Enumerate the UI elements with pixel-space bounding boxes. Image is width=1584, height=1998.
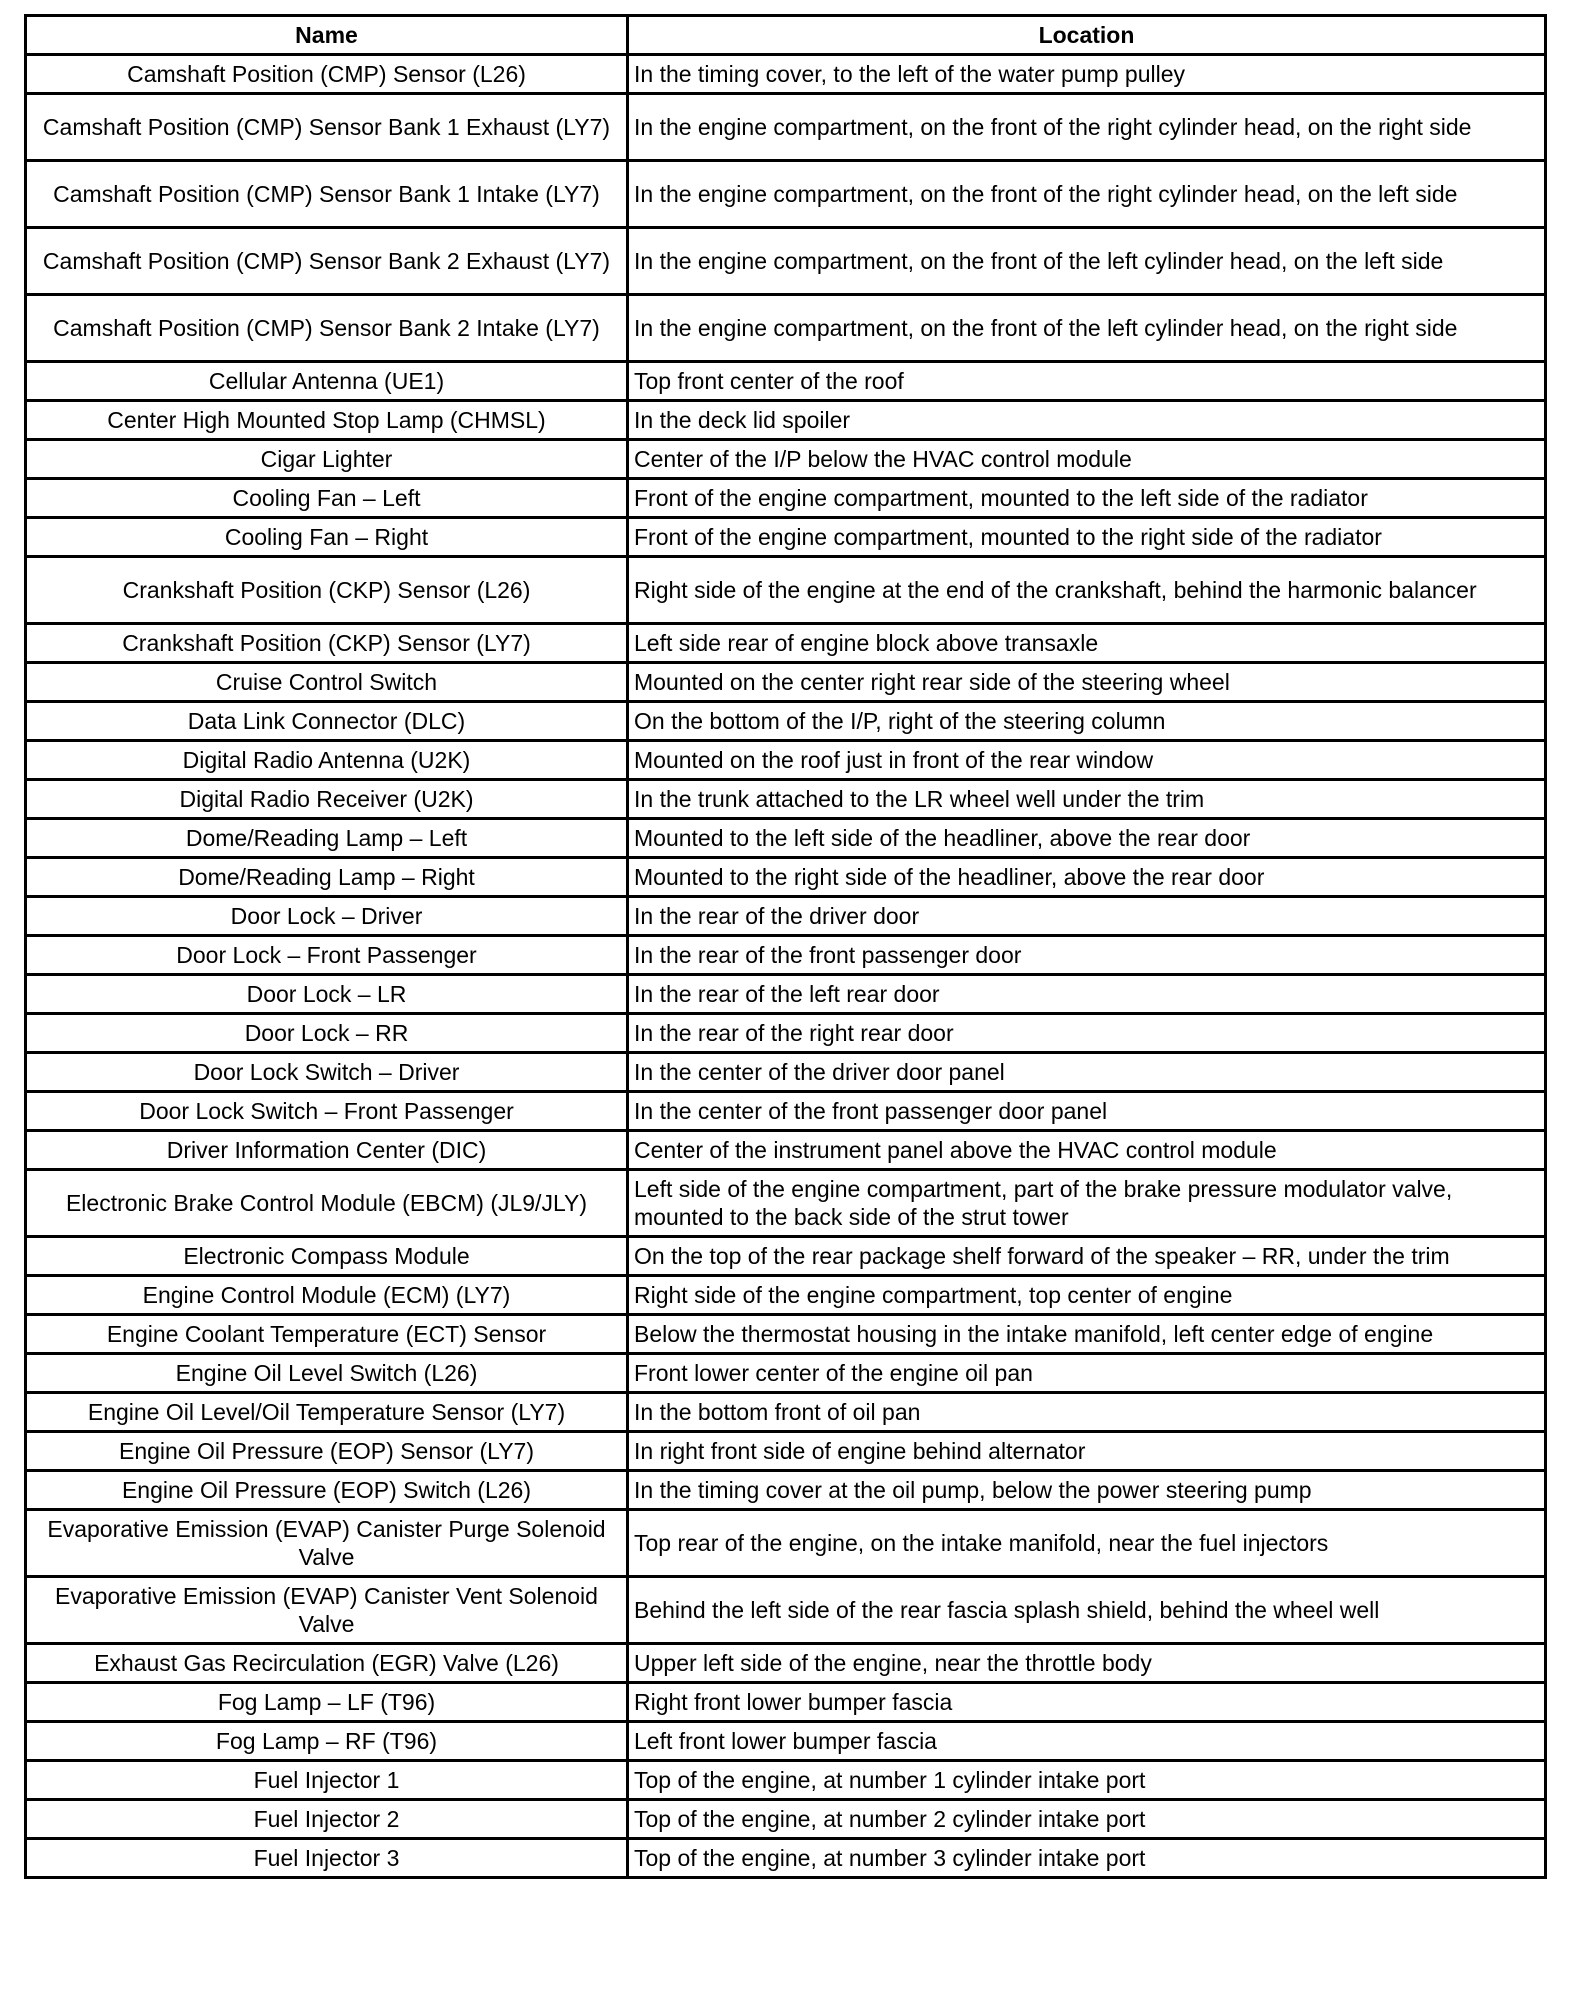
component-location-cell: Top front center of the roof xyxy=(628,362,1546,401)
table-row xyxy=(26,702,1546,741)
component-name-cell: Cigar Lighter xyxy=(26,440,628,479)
table-row xyxy=(26,1237,1546,1276)
component-location-cell: In right front side of engine behind alternator xyxy=(628,1432,1546,1471)
component-location-cell: In the engine compartment, on the front of the left cylinder head, on the left side xyxy=(628,228,1546,295)
component-name-cell: Door Lock Switch – Driver xyxy=(26,1053,628,1092)
table-row xyxy=(26,1170,1546,1237)
table-row xyxy=(26,55,1546,94)
component-location-cell: Front of the engine compartment, mounted to the right side of the radiator xyxy=(628,518,1546,557)
component-name-cell: Fuel Injector 3 xyxy=(26,1839,628,1878)
component-name-cell: Camshaft Position (CMP) Sensor Bank 2 Intake (LY7) xyxy=(26,295,628,362)
table-row xyxy=(26,228,1546,295)
component-name-cell: Fuel Injector 2 xyxy=(26,1800,628,1839)
component-name-cell: Crankshaft Position (CKP) Sensor (LY7) xyxy=(26,624,628,663)
component-location-cell: Right front lower bumper fascia xyxy=(628,1683,1546,1722)
component-name-cell: Digital Radio Antenna (U2K) xyxy=(26,741,628,780)
table-row xyxy=(26,1276,1546,1315)
table-row xyxy=(26,819,1546,858)
column-header-name: Name xyxy=(26,16,628,55)
table-row xyxy=(26,1800,1546,1839)
component-location-cell: In the engine compartment, on the front of the left cylinder head, on the right side xyxy=(628,295,1546,362)
component-location-cell: In the rear of the front passenger door xyxy=(628,936,1546,975)
component-name-cell: Engine Coolant Temperature (ECT) Sensor xyxy=(26,1315,628,1354)
component-location-cell: In the timing cover, to the left of the water pump pulley xyxy=(628,55,1546,94)
component-name-cell: Door Lock – RR xyxy=(26,1014,628,1053)
table-row xyxy=(26,1510,1546,1577)
column-header-location: Location xyxy=(628,16,1546,55)
table-row xyxy=(26,1092,1546,1131)
component-location-cell: Left side rear of engine block above transaxle xyxy=(628,624,1546,663)
component-name-cell: Camshaft Position (CMP) Sensor (L26) xyxy=(26,55,628,94)
component-name-cell: Camshaft Position (CMP) Sensor Bank 1 Intake (LY7) xyxy=(26,161,628,228)
component-name-cell: Driver Information Center (DIC) xyxy=(26,1131,628,1170)
component-name-cell: Engine Control Module (ECM) (LY7) xyxy=(26,1276,628,1315)
component-location-cell: In the engine compartment, on the front of the right cylinder head, on the left side xyxy=(628,161,1546,228)
component-location-cell: On the top of the rear package shelf forward of the speaker – RR, under the trim xyxy=(628,1237,1546,1276)
component-location-cell: Top of the engine, at number 2 cylinder intake port xyxy=(628,1800,1546,1839)
table-row xyxy=(26,1014,1546,1053)
component-location-cell: In the trunk attached to the LR wheel well under the trim xyxy=(628,780,1546,819)
table-row xyxy=(26,897,1546,936)
component-location-cell: On the bottom of the I/P, right of the steering column xyxy=(628,702,1546,741)
component-location-cell: Upper left side of the engine, near the throttle body xyxy=(628,1644,1546,1683)
component-name-cell: Engine Oil Level Switch (L26) xyxy=(26,1354,628,1393)
component-name-cell: Digital Radio Receiver (U2K) xyxy=(26,780,628,819)
component-name-cell: Door Lock – Front Passenger xyxy=(26,936,628,975)
component-location-cell: Right side of the engine compartment, top center of engine xyxy=(628,1276,1546,1315)
table-row xyxy=(26,518,1546,557)
component-name-cell: Camshaft Position (CMP) Sensor Bank 1 Exhaust (LY7) xyxy=(26,94,628,161)
component-name-cell: Center High Mounted Stop Lamp (CHMSL) xyxy=(26,401,628,440)
table-row xyxy=(26,1577,1546,1644)
component-name-cell: Cruise Control Switch xyxy=(26,663,628,702)
table-row xyxy=(26,1432,1546,1471)
header-row xyxy=(26,16,1546,55)
table-row xyxy=(26,401,1546,440)
component-name-cell: Data Link Connector (DLC) xyxy=(26,702,628,741)
table-row xyxy=(26,1471,1546,1510)
table-row xyxy=(26,1722,1546,1761)
component-name-cell: Door Lock – LR xyxy=(26,975,628,1014)
component-name-cell: Evaporative Emission (EVAP) Canister Vent Solenoid Valve xyxy=(26,1577,628,1644)
component-location-cell: Center of the instrument panel above the HVAC control module xyxy=(628,1131,1546,1170)
component-location-cell: Below the thermostat housing in the intake manifold, left center edge of engine xyxy=(628,1315,1546,1354)
component-location-cell: Left side of the engine compartment, part of the brake pressure modulator valve, mounted to the back side of the strut tower xyxy=(628,1170,1546,1237)
component-location-table xyxy=(24,14,1547,1879)
component-name-cell: Exhaust Gas Recirculation (EGR) Valve (L26) xyxy=(26,1644,628,1683)
component-location-cell: In the center of the front passenger door panel xyxy=(628,1092,1546,1131)
component-name-cell: Fuel Injector 1 xyxy=(26,1761,628,1800)
component-locator-sheet xyxy=(24,14,1544,1879)
component-location-cell: Front of the engine compartment, mounted to the left side of the radiator xyxy=(628,479,1546,518)
component-name-cell: Dome/Reading Lamp – Left xyxy=(26,819,628,858)
component-location-cell: In the rear of the right rear door xyxy=(628,1014,1546,1053)
component-location-cell: Top of the engine, at number 1 cylinder intake port xyxy=(628,1761,1546,1800)
table-row xyxy=(26,975,1546,1014)
component-location-cell: Top of the engine, at number 3 cylinder intake port xyxy=(628,1839,1546,1878)
table-row xyxy=(26,1393,1546,1432)
component-location-cell: In the rear of the left rear door xyxy=(628,975,1546,1014)
table-row xyxy=(26,1644,1546,1683)
component-location-cell: Mounted on the center right rear side of the steering wheel xyxy=(628,663,1546,702)
table-row xyxy=(26,295,1546,362)
table-row xyxy=(26,1683,1546,1722)
component-name-cell: Cooling Fan – Right xyxy=(26,518,628,557)
table-row xyxy=(26,557,1546,624)
table-row xyxy=(26,1315,1546,1354)
component-location-cell: In the bottom front of oil pan xyxy=(628,1393,1546,1432)
table-row xyxy=(26,1354,1546,1393)
table-row xyxy=(26,780,1546,819)
component-location-cell: Right side of the engine at the end of the crankshaft, behind the harmonic balancer xyxy=(628,557,1546,624)
table-row xyxy=(26,161,1546,228)
component-name-cell: Electronic Compass Module xyxy=(26,1237,628,1276)
table-row xyxy=(26,94,1546,161)
component-name-cell: Crankshaft Position (CKP) Sensor (L26) xyxy=(26,557,628,624)
table-body xyxy=(26,55,1546,1878)
table-row xyxy=(26,362,1546,401)
table-row xyxy=(26,440,1546,479)
component-name-cell: Camshaft Position (CMP) Sensor Bank 2 Exhaust (LY7) xyxy=(26,228,628,295)
component-location-cell: In the timing cover at the oil pump, below the power steering pump xyxy=(628,1471,1546,1510)
table-row xyxy=(26,624,1546,663)
table-row xyxy=(26,858,1546,897)
component-location-cell: Left front lower bumper fascia xyxy=(628,1722,1546,1761)
component-name-cell: Fog Lamp – LF (T96) xyxy=(26,1683,628,1722)
table-row xyxy=(26,1131,1546,1170)
component-name-cell: Engine Oil Level/Oil Temperature Sensor (LY7) xyxy=(26,1393,628,1432)
component-name-cell: Dome/Reading Lamp – Right xyxy=(26,858,628,897)
component-name-cell: Cellular Antenna (UE1) xyxy=(26,362,628,401)
component-name-cell: Door Lock Switch – Front Passenger xyxy=(26,1092,628,1131)
component-name-cell: Fog Lamp – RF (T96) xyxy=(26,1722,628,1761)
table-row xyxy=(26,741,1546,780)
component-name-cell: Cooling Fan – Left xyxy=(26,479,628,518)
component-location-cell: Mounted to the left side of the headliner, above the rear door xyxy=(628,819,1546,858)
component-location-cell: In the deck lid spoiler xyxy=(628,401,1546,440)
component-location-cell: Center of the I/P below the HVAC control module xyxy=(628,440,1546,479)
component-location-cell: In the center of the driver door panel xyxy=(628,1053,1546,1092)
component-location-cell: Top rear of the engine, on the intake manifold, near the fuel injectors xyxy=(628,1510,1546,1577)
component-location-cell: In the engine compartment, on the front of the right cylinder head, on the right side xyxy=(628,94,1546,161)
component-location-cell: In the rear of the driver door xyxy=(628,897,1546,936)
table-header xyxy=(26,16,1546,55)
table-row xyxy=(26,936,1546,975)
component-name-cell: Engine Oil Pressure (EOP) Switch (L26) xyxy=(26,1471,628,1510)
component-location-cell: Mounted on the roof just in front of the rear window xyxy=(628,741,1546,780)
table-row xyxy=(26,663,1546,702)
component-name-cell: Evaporative Emission (EVAP) Canister Purge Solenoid Valve xyxy=(26,1510,628,1577)
table-row xyxy=(26,1053,1546,1092)
component-location-cell: Behind the left side of the rear fascia splash shield, behind the wheel well xyxy=(628,1577,1546,1644)
component-name-cell: Electronic Brake Control Module (EBCM) (JL9/JLY) xyxy=(26,1170,628,1237)
component-location-cell: Front lower center of the engine oil pan xyxy=(628,1354,1546,1393)
component-name-cell: Door Lock – Driver xyxy=(26,897,628,936)
table-row xyxy=(26,1761,1546,1800)
table-row xyxy=(26,1839,1546,1878)
table-row xyxy=(26,479,1546,518)
component-name-cell: Engine Oil Pressure (EOP) Sensor (LY7) xyxy=(26,1432,628,1471)
component-location-cell: Mounted to the right side of the headliner, above the rear door xyxy=(628,858,1546,897)
